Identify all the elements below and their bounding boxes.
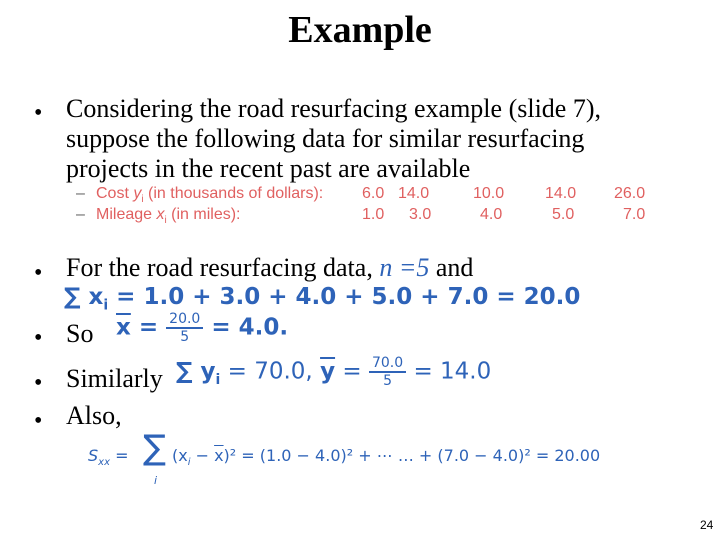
bullet-marker: • bbox=[34, 100, 43, 126]
bullet-marker: • bbox=[34, 370, 43, 396]
mileage-value-3: 4.0 bbox=[480, 206, 503, 223]
cost-value-1: 6.0 bbox=[362, 185, 385, 202]
mileage-value-5: 7.0 bbox=[623, 206, 646, 223]
bullet-marker: • bbox=[34, 408, 43, 434]
bullet5-text: Also, bbox=[66, 401, 122, 430]
page-number: 24 bbox=[700, 518, 714, 532]
mileage-value-1: 1.0 bbox=[362, 206, 385, 223]
cost-dash: – bbox=[76, 185, 85, 202]
sxx-label: $S_{xx}$ = bbox=[88, 446, 129, 469]
mileage-value-2: 3.0 bbox=[409, 206, 432, 223]
bullet2-text: For the road resurfacing data, n =5 and bbox=[66, 253, 474, 282]
cost-value-3: 10.0 bbox=[473, 185, 505, 202]
cost-value-4: 14.0 bbox=[545, 185, 577, 202]
bullet1-line3: projects in the recent past are available bbox=[66, 154, 471, 183]
bullet1-line2: suppose the following data for similar resurfacing bbox=[66, 124, 585, 153]
sum-x-equation: ∑ $x_i = 1.0 + 3.0 + 4.0 + 5.0 + 7.0 = 20.0$ bbox=[64, 284, 581, 314]
sigma-subscript: i bbox=[154, 474, 158, 487]
bullet3-so: So bbox=[66, 319, 94, 348]
cost-value-5: 26.0 bbox=[614, 185, 646, 202]
x-bar-equation: $\overline{x}$ = $\frac{20.0}{5}$ = 4.0. bbox=[116, 311, 289, 345]
mileage-value-4: 5.0 bbox=[552, 206, 575, 223]
cost-value-2: 14.0 bbox=[398, 185, 430, 202]
sxx-expression: $(x_i - \overline{x})^2 = (1.0 - 4.0)^2$ + ⋯ … + (7.0 − 4.0)² = 20.00 bbox=[172, 446, 601, 469]
sum-y-equation: ∑ $y_i = 70.0$, $\overline{y}$ = $\frac{70.0}{5}$ = 14.0 bbox=[176, 355, 492, 389]
mileage-dash: – bbox=[76, 206, 85, 223]
mileage-label: Mileage $x_i$ (in miles): bbox=[96, 206, 241, 227]
sigma-symbol: ∑ bbox=[143, 428, 166, 468]
bullet-marker: • bbox=[34, 325, 43, 351]
bullet-marker: • bbox=[34, 260, 43, 286]
slide-title: Example bbox=[288, 9, 432, 51]
bullet1-line1: Considering the road resurfacing example (slide 7), bbox=[66, 94, 601, 123]
cost-label: Cost $y_i$ (in thousands of dollars): bbox=[96, 185, 324, 206]
bullet4-text: Similarly bbox=[66, 364, 163, 393]
